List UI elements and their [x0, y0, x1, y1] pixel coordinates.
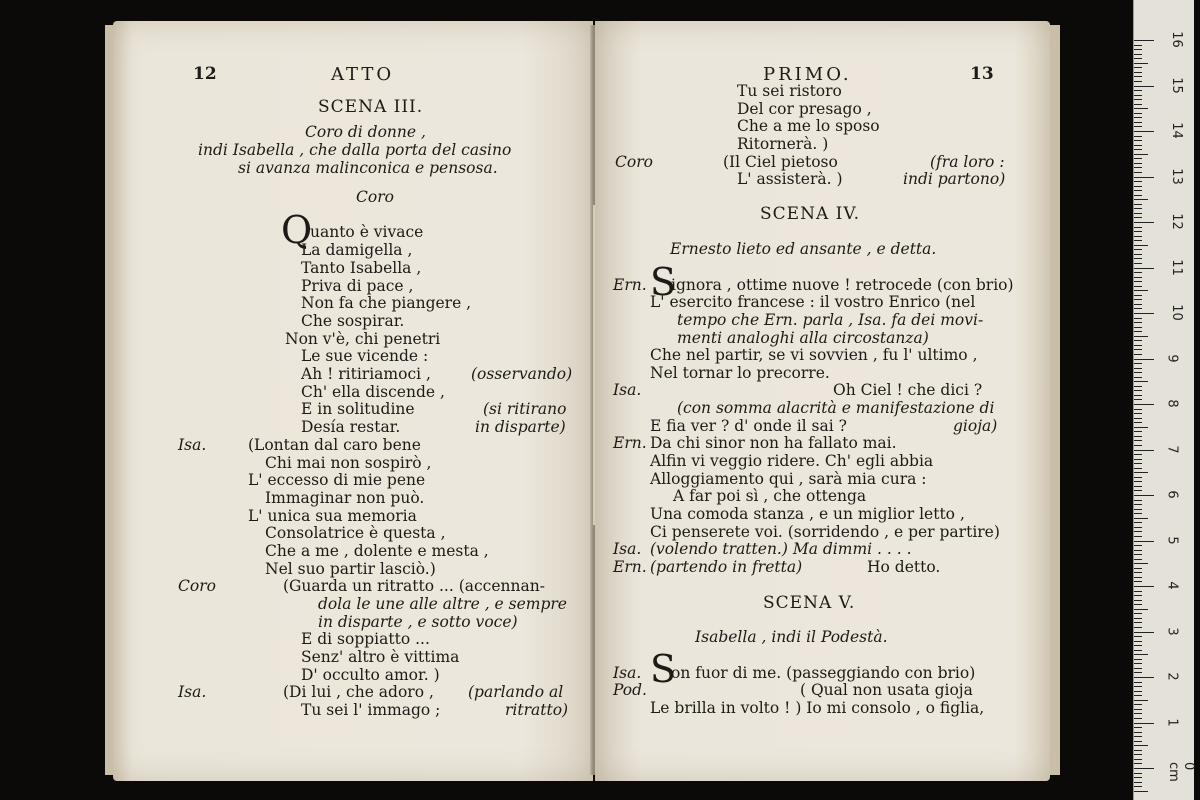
ruler-tick — [1134, 172, 1142, 173]
ruler-tick — [1134, 650, 1142, 651]
verse-line: Che a me , dolente e mesta , — [265, 542, 489, 560]
prose-line: menti analoghi alla circostanza) — [677, 329, 929, 347]
open-book — [105, 15, 1060, 785]
verse-line: Consolatrice è questa , — [265, 524, 446, 542]
measuring-ruler — [1133, 0, 1194, 800]
ruler-tick — [1134, 86, 1154, 87]
ruler-tick — [1134, 422, 1142, 423]
prose-line: ( Qual non usata gioja — [800, 681, 973, 699]
ruler-tick — [1134, 54, 1142, 55]
scene-title: SCENA III. — [318, 97, 424, 117]
verse-line: (Il Ciel pietoso — [723, 153, 838, 171]
prose-line: Nel tornar lo precorre. — [650, 364, 830, 382]
prose-line: Che nel partir, se vi sovvien , fu l' ultimo , — [650, 346, 978, 364]
ruler-tick — [1134, 513, 1142, 514]
ruler-tick — [1134, 604, 1142, 605]
ruler-tick — [1134, 72, 1142, 73]
page-number: 13 — [970, 64, 994, 84]
left-page — [113, 21, 593, 781]
prose-line: tempo che Ern. parla , Isa. fa dei movi- — [677, 311, 984, 329]
ruler-tick — [1134, 723, 1154, 724]
ruler-tick — [1134, 213, 1142, 214]
verse-line: Le sue vicende : — [301, 347, 429, 365]
ruler-tick — [1134, 427, 1148, 428]
ruler-tick — [1134, 709, 1142, 710]
ruler-number: 11 — [1168, 258, 1184, 276]
verse-line: (Guarda un ritratto ... (accennan- — [283, 577, 545, 595]
ruler-tick — [1134, 240, 1142, 241]
ruler-tick — [1134, 245, 1148, 246]
ruler-tick — [1134, 95, 1142, 96]
speaker-label: Isa. — [178, 436, 207, 454]
ruler-tick — [1134, 199, 1148, 200]
ruler-tick — [1134, 636, 1142, 637]
ruler-tick — [1134, 290, 1148, 291]
speaker-label: Ern. — [613, 276, 647, 294]
ruler-number: 10 — [1168, 304, 1184, 321]
ruler-tick — [1134, 627, 1142, 628]
stage-direction: gioja) — [953, 417, 998, 435]
verse-line: Ritornerà. ) — [737, 135, 829, 153]
ruler-tick — [1134, 786, 1142, 787]
ruler-tick — [1134, 254, 1142, 255]
ruler-tick — [1134, 645, 1142, 646]
prose-line: Ci penserete voi. (sorridendo , e per partire) — [650, 523, 1000, 541]
ruler-tick — [1134, 286, 1142, 287]
ruler-tick — [1134, 231, 1142, 232]
ruler-tick — [1134, 641, 1142, 642]
ruler-tick — [1134, 45, 1142, 46]
ruler-tick — [1134, 190, 1142, 191]
stage-direction: (osservando) — [471, 365, 573, 383]
ruler-tick — [1134, 272, 1142, 273]
ruler-tick — [1134, 359, 1154, 360]
ruler-tick — [1134, 295, 1142, 296]
verse-line: Che sospirar. — [301, 312, 405, 330]
verse-line: Nel suo partir lasciò.) — [265, 560, 436, 578]
ruler-tick — [1134, 791, 1148, 792]
ruler-tick — [1134, 668, 1142, 669]
verse-line: L' unica sua memoria — [248, 507, 417, 525]
verse-line: dola le une alle altre , e sempre — [318, 595, 567, 613]
ruler-tick — [1134, 541, 1154, 542]
ruler-tick — [1134, 67, 1142, 68]
ruler-tick — [1134, 431, 1142, 432]
prose-line: ignora , ottime nuove ! retrocede (con brio) — [671, 276, 1014, 294]
ruler-tick — [1134, 763, 1142, 764]
prose-line: E fia ver ? d' onde il sai ? — [650, 417, 847, 435]
ruler-tick — [1134, 227, 1142, 228]
ruler-tick — [1134, 404, 1154, 405]
verse-line: Desía restar. — [301, 418, 401, 436]
ruler-tick — [1134, 577, 1142, 578]
prose-line: Ho detto. — [867, 558, 941, 576]
ruler-tick — [1134, 104, 1142, 105]
ruler-tick — [1134, 563, 1148, 564]
speaker-label: Pod. — [613, 681, 647, 699]
running-head: PRIMO. — [763, 64, 852, 85]
ruler-tick — [1134, 613, 1142, 614]
ruler-tick — [1134, 754, 1142, 755]
drop-cap: S — [650, 260, 677, 304]
ruler-tick — [1134, 700, 1148, 701]
verse-line: Tu sei l' immago ; — [301, 701, 441, 719]
verse-line: Tanto Isabella , — [301, 259, 422, 277]
prose-line: Una comoda stanza , e un miglior letto , — [650, 505, 965, 523]
ruler-tick — [1134, 741, 1142, 742]
verse-line: in disparte , e sotto voce) — [318, 613, 518, 631]
ruler-tick — [1134, 126, 1142, 127]
speaker-heading: Coro — [356, 188, 394, 206]
ruler-number: 0 cm — [1166, 762, 1196, 782]
ruler-tick — [1134, 527, 1142, 528]
ruler-tick — [1134, 409, 1142, 410]
ruler-number: 12 — [1168, 213, 1184, 230]
ruler-tick — [1134, 377, 1142, 378]
ruler-number: 2 — [1164, 672, 1180, 681]
ruler-tick — [1134, 40, 1154, 41]
drop-cap: S — [650, 647, 677, 691]
ruler-number: 15 — [1168, 76, 1184, 94]
ruler-tick — [1134, 304, 1142, 305]
ruler-tick — [1134, 372, 1142, 373]
ruler-tick — [1134, 586, 1154, 587]
ruler-tick — [1134, 472, 1148, 473]
ruler-tick — [1134, 308, 1142, 309]
ruler-tick — [1134, 759, 1142, 760]
verse-line: Chi mai non sospirò , — [265, 454, 432, 472]
ruler-tick — [1134, 418, 1142, 419]
stage-direction: (con somma alacrità e manifestazione di — [677, 399, 995, 417]
prose-line: Da chi sinor non ha fallato mai. — [650, 434, 897, 452]
ruler-tick — [1134, 677, 1154, 678]
ruler-tick — [1134, 81, 1142, 82]
ruler-number: 6 — [1164, 490, 1180, 499]
ruler-tick — [1134, 663, 1142, 664]
ruler-tick — [1134, 336, 1148, 337]
verse-line: uanto è vivace — [310, 223, 424, 241]
verse-line: E di soppiatto ... — [301, 630, 430, 648]
ruler-tick — [1134, 90, 1142, 91]
ruler-tick — [1134, 167, 1142, 168]
ruler-tick — [1134, 718, 1142, 719]
ruler-tick — [1134, 559, 1142, 560]
ruler-tick — [1134, 659, 1142, 660]
ruler-tick — [1134, 445, 1142, 446]
ruler-tick — [1134, 154, 1148, 155]
ruler-tick — [1134, 554, 1142, 555]
ruler-number: 14 — [1168, 122, 1184, 139]
ruler-tick — [1134, 531, 1142, 532]
ruler-tick — [1134, 545, 1142, 546]
ruler-tick — [1134, 672, 1142, 673]
ruler-tick — [1134, 208, 1142, 209]
verse-line: Non fa che piangere , — [301, 294, 472, 312]
verse-line: Ch' ella discende , — [301, 383, 445, 401]
ruler-tick — [1134, 131, 1154, 132]
ruler-tick — [1134, 299, 1142, 300]
verse-line: (Lontan dal caro bene — [248, 436, 421, 454]
ruler-tick — [1134, 217, 1142, 218]
ruler-tick — [1134, 691, 1142, 692]
ruler-tick — [1134, 222, 1154, 223]
ruler-tick — [1134, 704, 1142, 705]
ruler-tick — [1134, 177, 1154, 178]
ruler-number: 7 — [1164, 444, 1180, 454]
ruler-tick — [1134, 454, 1142, 455]
ruler-tick — [1134, 368, 1142, 369]
ruler-tick — [1134, 381, 1148, 382]
ruler-number: 3 — [1164, 626, 1180, 636]
ruler-tick — [1134, 99, 1142, 100]
ruler-tick — [1134, 477, 1142, 478]
ruler-tick — [1134, 386, 1142, 387]
ruler-tick — [1134, 313, 1154, 314]
ruler-tick — [1134, 363, 1142, 364]
ruler-tick — [1134, 145, 1142, 146]
ruler-tick — [1134, 195, 1142, 196]
ruler-tick — [1134, 49, 1142, 50]
ruler-tick — [1134, 436, 1142, 437]
ruler-tick — [1134, 481, 1142, 482]
speaker-label: Isa. — [613, 540, 642, 558]
right-page-edge — [1050, 25, 1060, 775]
ruler-tick — [1134, 122, 1142, 123]
ruler-tick — [1134, 117, 1142, 118]
ruler-tick — [1134, 654, 1148, 655]
prose-line: (volendo tratten.) Ma dimmi . . . . — [650, 540, 912, 558]
stage-direction: (parlando al — [468, 683, 564, 701]
speaker-label: Isa. — [178, 683, 207, 701]
ruler-tick — [1134, 522, 1142, 523]
ruler-tick — [1134, 249, 1142, 250]
scene-title: SCENA IV. — [760, 204, 861, 224]
scene-title: SCENA V. — [763, 593, 856, 613]
ruler-tick — [1134, 622, 1142, 623]
verse-line: Senz' altro è vittima — [301, 648, 460, 666]
ruler-tick — [1134, 518, 1148, 519]
ruler-number: 4 — [1164, 581, 1180, 590]
ruler-tick — [1134, 490, 1142, 491]
verse-line: Immaginar non può. — [265, 489, 425, 507]
ruler-tick — [1134, 149, 1142, 150]
ruler-number: 16 — [1168, 31, 1184, 48]
prose-line: A far poi sì , che ottenga — [673, 487, 867, 505]
ruler-tick — [1134, 263, 1142, 264]
ruler-number: 13 — [1168, 167, 1184, 185]
prose-line: on fuor di me. (passeggiando con brio) — [671, 664, 976, 682]
ruler-tick — [1134, 395, 1142, 396]
prose-line: Alloggiamento qui , sarà mia cura : — [650, 470, 927, 488]
ruler-tick — [1134, 773, 1142, 774]
ruler-tick — [1134, 581, 1142, 582]
ruler-tick — [1134, 486, 1142, 487]
ruler-tick — [1134, 163, 1142, 164]
verse-line: Non v'è, chi penetri — [285, 330, 441, 348]
speaker-label: Isa. — [613, 381, 642, 399]
ruler-tick — [1134, 113, 1142, 114]
ruler-tick — [1134, 140, 1142, 141]
ruler-tick — [1134, 349, 1142, 350]
prose-line: Alfin vi veggio ridere. Ch' egli abbia — [650, 452, 934, 470]
verse-line: Del cor presago , — [737, 100, 872, 118]
speaker-label: Isa. — [613, 664, 642, 682]
ruler-tick — [1134, 281, 1142, 282]
ruler-tick — [1134, 390, 1142, 391]
running-head: ATTO — [331, 64, 395, 85]
speaker-label: Coro — [178, 577, 216, 595]
ruler-tick — [1134, 750, 1142, 751]
stage-direction: in disparte) — [475, 418, 566, 436]
ruler-tick — [1134, 550, 1142, 551]
ruler-tick — [1134, 327, 1142, 328]
stage-intro: indi Isabella , che dalla porta del casino — [198, 141, 512, 159]
ruler-tick — [1134, 331, 1142, 332]
stage-direction: ritratto) — [505, 701, 569, 719]
ruler-tick — [1134, 568, 1142, 569]
ruler-tick — [1134, 745, 1148, 746]
ruler-tick — [1134, 536, 1142, 537]
ruler-tick — [1134, 399, 1142, 400]
ruler-tick — [1134, 591, 1142, 592]
ruler-tick — [1134, 108, 1148, 109]
ruler-tick — [1134, 768, 1154, 769]
ruler-tick — [1134, 504, 1142, 505]
drop-cap: Q — [281, 208, 313, 252]
ruler-tick — [1134, 509, 1142, 510]
ruler-tick — [1134, 345, 1142, 346]
ruler-number: 8 — [1164, 399, 1180, 408]
verse-line: Tu sei ristoro — [737, 82, 842, 100]
ruler-number: 9 — [1164, 353, 1180, 363]
ruler-tick — [1134, 686, 1142, 687]
ruler-tick — [1134, 268, 1154, 269]
ruler-tick — [1134, 318, 1142, 319]
prose-line: Le brilla in volto ! ) Io mi consolo , o figlia, — [650, 699, 985, 717]
ruler-tick — [1134, 322, 1142, 323]
prose-line: Oh Ciel ! che dici ? — [833, 381, 983, 399]
ruler-tick — [1134, 727, 1142, 728]
ruler-tick — [1134, 354, 1142, 355]
ruler-tick — [1134, 682, 1142, 683]
ruler-tick — [1134, 713, 1142, 714]
ruler-tick — [1134, 58, 1142, 59]
ruler-tick — [1134, 595, 1142, 596]
ruler-tick — [1134, 459, 1142, 460]
verse-line: D' occulto amor. ) — [301, 666, 440, 684]
stage-direction: indi partono) — [903, 170, 1006, 188]
ruler-tick — [1134, 732, 1142, 733]
ruler-tick — [1134, 63, 1148, 64]
ruler-number: 5 — [1164, 535, 1180, 545]
verse-line: Che a me lo sposo — [737, 117, 880, 135]
ruler-tick — [1134, 782, 1142, 783]
prose-line: L' esercito francese : il vostro Enrico (nel — [650, 293, 976, 311]
ruler-tick — [1134, 463, 1142, 464]
ruler-tick — [1134, 618, 1142, 619]
ruler-tick — [1134, 340, 1142, 341]
stage-direction: (partendo in fretta) — [650, 558, 803, 576]
verse-line: La damigella , — [301, 241, 413, 259]
ruler-tick — [1134, 236, 1142, 237]
ruler-tick — [1134, 440, 1142, 441]
stage-intro: Ernesto lieto ed ansante , e detta. — [670, 240, 937, 258]
ruler-tick — [1134, 600, 1142, 601]
ruler-tick — [1134, 413, 1142, 414]
right-page — [595, 21, 1050, 781]
stage-intro: Isabella , indi il Podestà. — [695, 628, 888, 646]
speaker-label: Ern. — [613, 434, 647, 452]
stage-direction: (si ritirano — [483, 400, 567, 418]
ruler-tick — [1134, 468, 1142, 469]
ruler-tick — [1134, 158, 1142, 159]
ruler-tick — [1134, 258, 1142, 259]
verse-line: Ah ! ritiriamoci , — [301, 365, 431, 383]
ruler-tick — [1134, 277, 1142, 278]
ruler-tick — [1134, 450, 1154, 451]
ruler-number: 1 — [1164, 717, 1180, 727]
speaker-label: Ern. — [613, 558, 647, 576]
verse-line: (Di lui , che adoro , — [283, 683, 434, 701]
stage-direction: (fra loro : — [930, 153, 1005, 171]
ruler-tick — [1134, 777, 1142, 778]
ruler-tick — [1134, 186, 1142, 187]
verse-line: L' assisterà. ) — [737, 170, 843, 188]
ruler-tick — [1134, 500, 1142, 501]
ruler-tick — [1134, 609, 1148, 610]
ruler-tick — [1134, 136, 1142, 137]
verse-line: Priva di pace , — [301, 277, 414, 295]
stage-intro: si avanza malinconica e pensosa. — [238, 159, 498, 177]
ruler-tick — [1134, 695, 1142, 696]
ruler-tick — [1134, 572, 1142, 573]
verse-line: E in solitudine — [301, 400, 415, 418]
page-number: 12 — [193, 64, 217, 84]
ruler-tick — [1134, 736, 1142, 737]
ruler-tick — [1134, 632, 1154, 633]
ruler-tick — [1134, 204, 1142, 205]
verse-line: L' eccesso di mie pene — [248, 471, 426, 489]
ruler-tick — [1134, 76, 1142, 77]
stage-intro: Coro di donne , — [305, 123, 426, 141]
speaker-label: Coro — [615, 153, 653, 171]
ruler-tick — [1134, 495, 1154, 496]
ruler-tick — [1134, 181, 1142, 182]
